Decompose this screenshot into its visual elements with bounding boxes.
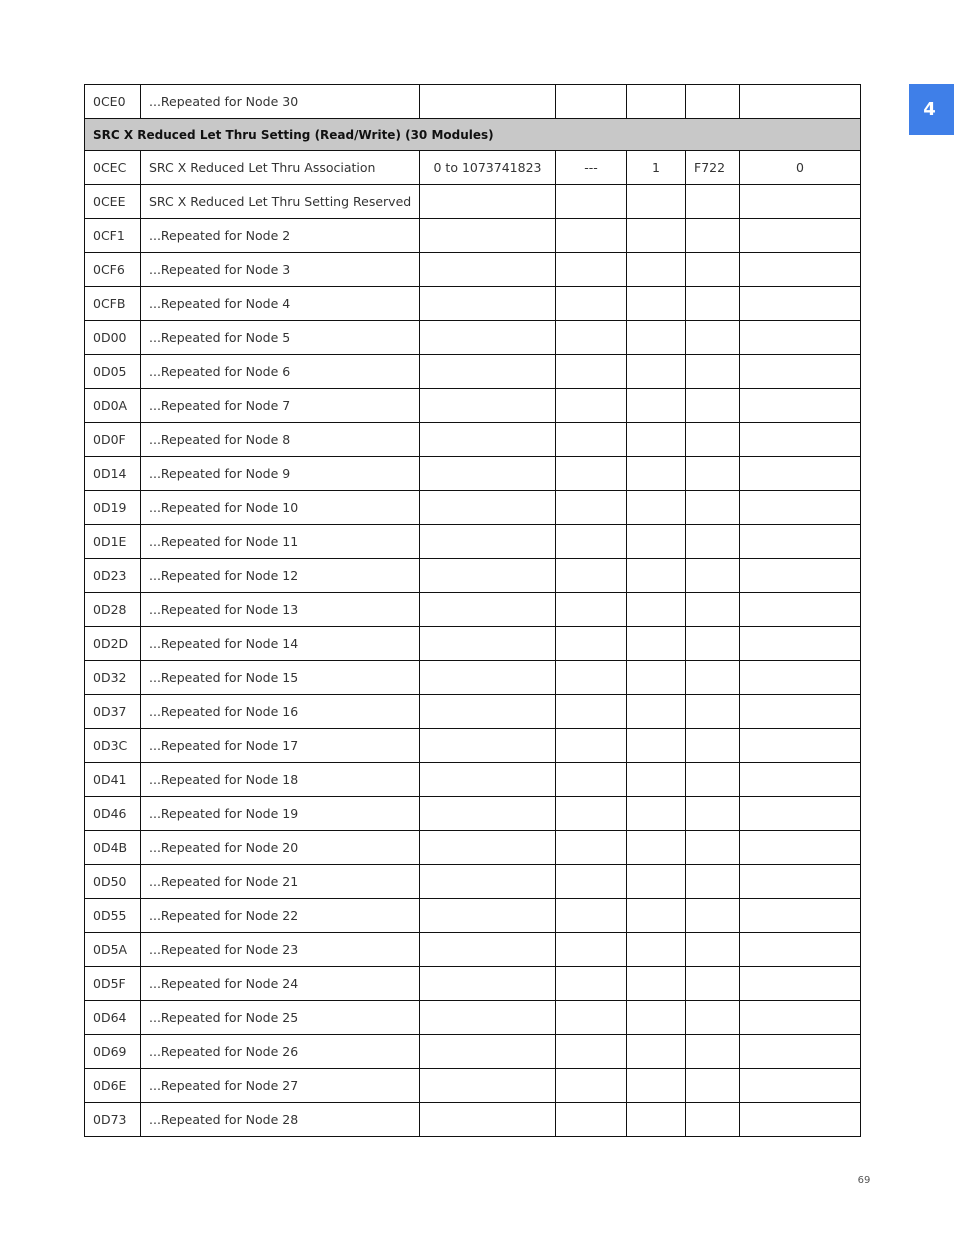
table-row — [85, 1103, 861, 1137]
description-cell: ...Repeated for Node 14 — [141, 627, 420, 661]
units-cell — [556, 457, 627, 491]
table-row — [85, 865, 861, 899]
units-cell — [556, 185, 627, 219]
group-header-row — [85, 119, 861, 151]
default-cell — [740, 729, 861, 763]
format-cell — [686, 1035, 740, 1069]
description-cell: ...Repeated for Node 5 — [141, 321, 420, 355]
address-cell: 0D0F — [85, 423, 141, 457]
step-cell — [627, 865, 686, 899]
step-cell — [627, 729, 686, 763]
description-cell: ...Repeated for Node 23 — [141, 933, 420, 967]
step-cell — [627, 423, 686, 457]
table-row — [85, 253, 861, 287]
table-row — [85, 491, 861, 525]
address-cell: 0D4B — [85, 831, 141, 865]
default-cell — [740, 1103, 861, 1137]
address-cell: 0D50 — [85, 865, 141, 899]
units-cell: --- — [556, 151, 627, 185]
format-cell — [686, 661, 740, 695]
range-cell — [420, 831, 556, 865]
range-cell — [420, 219, 556, 253]
table-row — [85, 423, 861, 457]
step-cell: 1 — [627, 151, 686, 185]
default-cell — [740, 627, 861, 661]
format-cell — [686, 763, 740, 797]
table-row — [85, 593, 861, 627]
range-cell — [420, 967, 556, 1001]
default-cell: 0 — [740, 151, 861, 185]
units-cell — [556, 593, 627, 627]
description-cell: ...Repeated for Node 22 — [141, 899, 420, 933]
units-cell — [556, 695, 627, 729]
default-cell — [740, 865, 861, 899]
range-cell — [420, 389, 556, 423]
default-cell — [740, 85, 861, 119]
step-cell — [627, 321, 686, 355]
address-cell: 0D05 — [85, 355, 141, 389]
table-row — [85, 661, 861, 695]
default-cell — [740, 253, 861, 287]
default-cell — [740, 355, 861, 389]
format-cell — [686, 831, 740, 865]
units-cell — [556, 559, 627, 593]
description-cell: ...Repeated for Node 28 — [141, 1103, 420, 1137]
units-cell — [556, 1069, 627, 1103]
range-cell — [420, 321, 556, 355]
range-cell: 0 to 1073741823 — [420, 151, 556, 185]
step-cell — [627, 253, 686, 287]
format-cell — [686, 559, 740, 593]
table-row — [85, 899, 861, 933]
default-cell — [740, 661, 861, 695]
address-cell: 0D73 — [85, 1103, 141, 1137]
format-cell — [686, 899, 740, 933]
address-cell: 0D41 — [85, 763, 141, 797]
format-cell — [686, 287, 740, 321]
units-cell — [556, 933, 627, 967]
format-cell — [686, 525, 740, 559]
description-cell: ...Repeated for Node 21 — [141, 865, 420, 899]
units-cell — [556, 967, 627, 1001]
default-cell — [740, 797, 861, 831]
default-cell — [740, 695, 861, 729]
description-cell: ...Repeated for Node 19 — [141, 797, 420, 831]
table-row — [85, 1001, 861, 1035]
address-cell: 0D14 — [85, 457, 141, 491]
step-cell — [627, 593, 686, 627]
step-cell — [627, 661, 686, 695]
format-cell — [686, 967, 740, 1001]
range-cell — [420, 933, 556, 967]
step-cell — [627, 491, 686, 525]
default-cell — [740, 831, 861, 865]
range-cell — [420, 1001, 556, 1035]
default-cell — [740, 1069, 861, 1103]
step-cell — [627, 627, 686, 661]
address-cell: 0D55 — [85, 899, 141, 933]
units-cell — [556, 627, 627, 661]
description-cell: ...Repeated for Node 27 — [141, 1069, 420, 1103]
table-row — [85, 457, 861, 491]
default-cell — [740, 559, 861, 593]
address-cell: 0D19 — [85, 491, 141, 525]
default-cell — [740, 321, 861, 355]
step-cell — [627, 763, 686, 797]
address-cell: 0CE0 — [85, 85, 141, 119]
step-cell — [627, 219, 686, 253]
step-cell — [627, 899, 686, 933]
range-cell — [420, 899, 556, 933]
units-cell — [556, 899, 627, 933]
range-cell — [420, 423, 556, 457]
step-cell — [627, 185, 686, 219]
description-cell: ...Repeated for Node 20 — [141, 831, 420, 865]
group-header: SRC X Reduced Let Thru Setting (Read/Write) (30 Modules) — [85, 119, 861, 151]
range-cell — [420, 1069, 556, 1103]
step-cell — [627, 389, 686, 423]
step-cell — [627, 355, 686, 389]
range-cell — [420, 661, 556, 695]
format-cell — [686, 321, 740, 355]
default-cell — [740, 491, 861, 525]
format-cell: F722 — [686, 151, 740, 185]
description-cell: SRC X Reduced Let Thru Setting Reserved — [141, 185, 420, 219]
table-row — [85, 831, 861, 865]
units-cell — [556, 661, 627, 695]
chapter-tab: 4 — [909, 84, 954, 135]
description-cell: ...Repeated for Node 30 — [141, 85, 420, 119]
format-cell — [686, 933, 740, 967]
address-cell: 0D37 — [85, 695, 141, 729]
table-row — [85, 763, 861, 797]
table-row — [85, 967, 861, 1001]
table-row — [85, 321, 861, 355]
address-cell: 0D23 — [85, 559, 141, 593]
range-cell — [420, 185, 556, 219]
range-cell — [420, 1103, 556, 1137]
format-cell — [686, 355, 740, 389]
format-cell — [686, 185, 740, 219]
table-row — [85, 695, 861, 729]
table-row — [85, 933, 861, 967]
range-cell — [420, 491, 556, 525]
units-cell — [556, 423, 627, 457]
table-row — [85, 627, 861, 661]
table-row — [85, 525, 861, 559]
default-cell — [740, 593, 861, 627]
range-cell — [420, 253, 556, 287]
description-cell: ...Repeated for Node 3 — [141, 253, 420, 287]
modbus-register-table — [84, 84, 861, 1137]
description-cell: ...Repeated for Node 11 — [141, 525, 420, 559]
range-cell — [420, 593, 556, 627]
range-cell — [420, 763, 556, 797]
format-cell — [686, 695, 740, 729]
default-cell — [740, 933, 861, 967]
format-cell — [686, 1001, 740, 1035]
description-cell: ...Repeated for Node 24 — [141, 967, 420, 1001]
range-cell — [420, 797, 556, 831]
step-cell — [627, 933, 686, 967]
range-cell — [420, 695, 556, 729]
units-cell — [556, 321, 627, 355]
units-cell — [556, 831, 627, 865]
step-cell — [627, 1035, 686, 1069]
range-cell — [420, 559, 556, 593]
address-cell: 0CEC — [85, 151, 141, 185]
units-cell — [556, 1001, 627, 1035]
units-cell — [556, 287, 627, 321]
format-cell — [686, 219, 740, 253]
units-cell — [556, 1103, 627, 1137]
table-row — [85, 559, 861, 593]
default-cell — [740, 185, 861, 219]
address-cell: 0CEE — [85, 185, 141, 219]
description-cell: ...Repeated for Node 26 — [141, 1035, 420, 1069]
format-cell — [686, 627, 740, 661]
address-cell: 0D64 — [85, 1001, 141, 1035]
units-cell — [556, 355, 627, 389]
step-cell — [627, 797, 686, 831]
step-cell — [627, 525, 686, 559]
step-cell — [627, 1069, 686, 1103]
step-cell — [627, 559, 686, 593]
default-cell — [740, 967, 861, 1001]
units-cell — [556, 253, 627, 287]
step-cell — [627, 831, 686, 865]
range-cell — [420, 355, 556, 389]
format-cell — [686, 797, 740, 831]
description-cell: ...Repeated for Node 17 — [141, 729, 420, 763]
range-cell — [420, 457, 556, 491]
step-cell — [627, 457, 686, 491]
description-cell: ...Repeated for Node 4 — [141, 287, 420, 321]
default-cell — [740, 219, 861, 253]
table-row — [85, 151, 861, 185]
address-cell: 0D1E — [85, 525, 141, 559]
range-cell — [420, 865, 556, 899]
table-row — [85, 1035, 861, 1069]
address-cell: 0D5F — [85, 967, 141, 1001]
address-cell: 0D2D — [85, 627, 141, 661]
description-cell: ...Repeated for Node 7 — [141, 389, 420, 423]
default-cell — [740, 1001, 861, 1035]
address-cell: 0D0A — [85, 389, 141, 423]
description-cell: ...Repeated for Node 10 — [141, 491, 420, 525]
units-cell — [556, 1035, 627, 1069]
description-cell: ...Repeated for Node 15 — [141, 661, 420, 695]
units-cell — [556, 85, 627, 119]
units-cell — [556, 797, 627, 831]
table-row — [85, 85, 861, 119]
address-cell: 0D46 — [85, 797, 141, 831]
address-cell: 0D00 — [85, 321, 141, 355]
format-cell — [686, 389, 740, 423]
address-cell: 0D5A — [85, 933, 141, 967]
description-cell: ...Repeated for Node 6 — [141, 355, 420, 389]
range-cell — [420, 1035, 556, 1069]
table-row — [85, 729, 861, 763]
description-cell: SRC X Reduced Let Thru Association — [141, 151, 420, 185]
table-row — [85, 185, 861, 219]
format-cell — [686, 253, 740, 287]
range-cell — [420, 525, 556, 559]
format-cell — [686, 729, 740, 763]
range-cell — [420, 85, 556, 119]
step-cell — [627, 967, 686, 1001]
format-cell — [686, 457, 740, 491]
units-cell — [556, 219, 627, 253]
step-cell — [627, 287, 686, 321]
format-cell — [686, 593, 740, 627]
format-cell — [686, 1103, 740, 1137]
address-cell: 0D69 — [85, 1035, 141, 1069]
format-cell — [686, 423, 740, 457]
address-cell: 0D28 — [85, 593, 141, 627]
address-cell: 0D6E — [85, 1069, 141, 1103]
units-cell — [556, 729, 627, 763]
format-cell — [686, 491, 740, 525]
table-row — [85, 355, 861, 389]
address-cell: 0D3C — [85, 729, 141, 763]
table-row — [85, 797, 861, 831]
table-row — [85, 1069, 861, 1103]
description-cell: ...Repeated for Node 12 — [141, 559, 420, 593]
description-cell: ...Repeated for Node 2 — [141, 219, 420, 253]
description-cell: ...Repeated for Node 18 — [141, 763, 420, 797]
address-cell: 0CF6 — [85, 253, 141, 287]
range-cell — [420, 287, 556, 321]
page-number: 69 — [857, 1175, 871, 1186]
description-cell: ...Repeated for Node 16 — [141, 695, 420, 729]
units-cell — [556, 865, 627, 899]
address-cell: 0D32 — [85, 661, 141, 695]
default-cell — [740, 389, 861, 423]
table-row — [85, 389, 861, 423]
address-cell: 0CFB — [85, 287, 141, 321]
step-cell — [627, 1001, 686, 1035]
table-row — [85, 287, 861, 321]
default-cell — [740, 763, 861, 797]
range-cell — [420, 729, 556, 763]
description-cell: ...Repeated for Node 25 — [141, 1001, 420, 1035]
default-cell — [740, 525, 861, 559]
description-cell: ...Repeated for Node 9 — [141, 457, 420, 491]
format-cell — [686, 1069, 740, 1103]
default-cell — [740, 899, 861, 933]
units-cell — [556, 525, 627, 559]
units-cell — [556, 491, 627, 525]
table-row — [85, 219, 861, 253]
format-cell — [686, 865, 740, 899]
description-cell: ...Repeated for Node 13 — [141, 593, 420, 627]
units-cell — [556, 389, 627, 423]
default-cell — [740, 287, 861, 321]
format-cell — [686, 85, 740, 119]
address-cell: 0CF1 — [85, 219, 141, 253]
default-cell — [740, 457, 861, 491]
default-cell — [740, 423, 861, 457]
step-cell — [627, 1103, 686, 1137]
units-cell — [556, 763, 627, 797]
step-cell — [627, 695, 686, 729]
default-cell — [740, 1035, 861, 1069]
range-cell — [420, 627, 556, 661]
step-cell — [627, 85, 686, 119]
description-cell: ...Repeated for Node 8 — [141, 423, 420, 457]
